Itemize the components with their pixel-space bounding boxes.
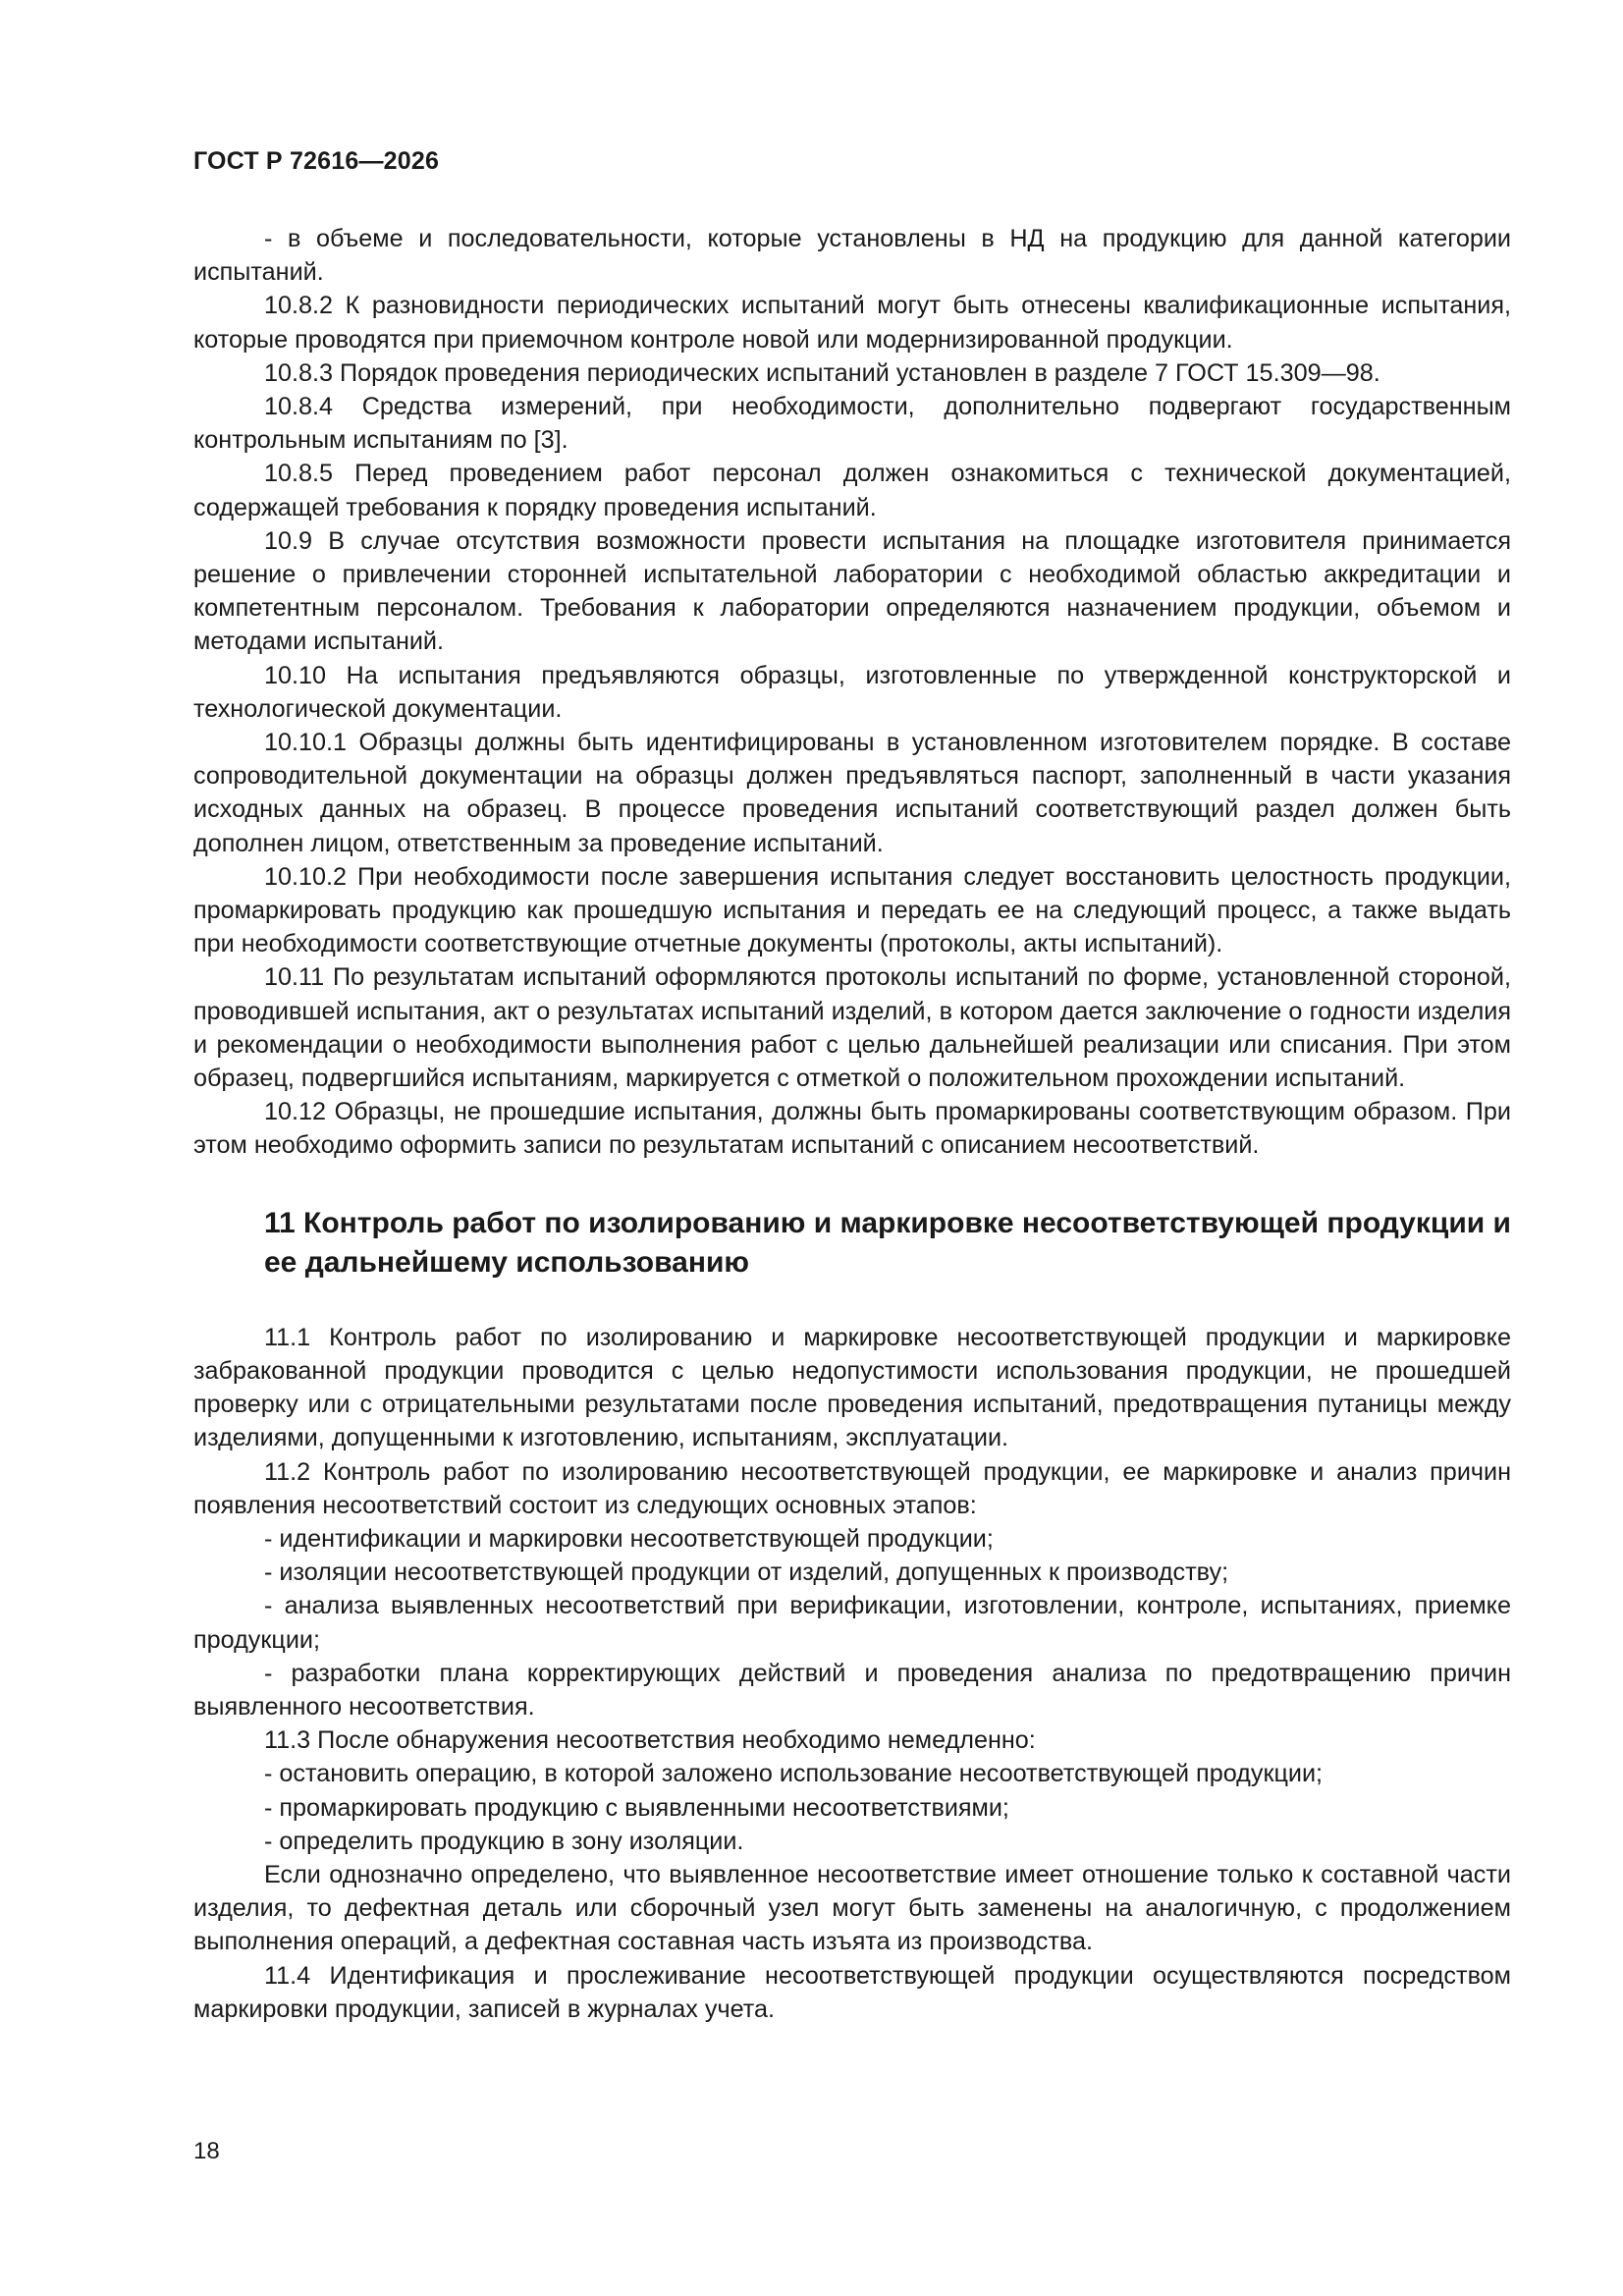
document-code-header: ГОСТ Р 72616—2026 — [193, 147, 440, 175]
list-item: - промаркировать продукцию с выявленными несоответствиями; — [264, 1793, 1009, 1822]
section-title: 11 Контроль работ по изолированию и маркировке несоответствующей продукции и ее дальнейшему использованию — [264, 1206, 1511, 1279]
paragraph: 11.4 Идентификация и прослеживание несоответствующей продукции осуществляются посредством маркировки продукции, записей в журналах учета. — [193, 1961, 1511, 2023]
paragraph: 10.9 В случае отсутствия возможности провести испытания на площадке изготовителя принимается решение о привлечении сторонней испытательной лаборатории с необходимой областью аккредитации и компетентным персоналом. Требования к лаборатории определяются назначением продукции, объемом и методами испытаний. — [193, 526, 1511, 656]
paragraph: 10.8.2 К разновидности периодических испытаний могут быть отнесены квалификационные испытания, которые проводятся при приемочном контроле новой или модернизированной продукции. — [193, 292, 1511, 354]
document-body — [193, 222, 1511, 2026]
list-item: - изоляции несоответствующей продукции от изделий, допущенных к производству; — [264, 1558, 1229, 1587]
paragraph: 10.10 На испытания предъявляются образцы, изготовленные по утвержденной конструкторской и технологической документации. — [193, 661, 1511, 723]
paragraph: 10.8.5 Перед проведением работ персонал должен ознакомиться с технической документацией, содержащей требования к порядку проведения испытаний. — [193, 460, 1511, 521]
paragraph: 10.12 Образцы, не прошедшие испытания, должны быть промаркированы соответствующим образом. При этом необходимо оформить записи по результатам испытаний с описанием несоответствий. — [193, 1098, 1511, 1160]
paragraph: 11.1 Контроль работ по изолированию и маркировке несоответствующей продукции и маркировке забракованной продукции проводится с целью недопустимости использования продукции, не прошедшей проверку или с отрицательными результатами после проведения испытаний, предотвращения путаницы между изделиями, допущенными к изготовлению, испытаниям, эксплуатации. — [193, 1323, 1511, 1452]
paragraph: 11.3 После обнаружения несоответствия необходимо немедленно: — [264, 1726, 1036, 1755]
paragraph: 10.10.2 При необходимости после завершения испытания следует восстановить целостность продукции, промаркировать продукцию как прошедшую испытания и передать ее на следующий процесс, а также выдать при необходимости соответствующие отчетные документы (протоколы, акты испытаний). — [193, 862, 1511, 958]
paragraph: 10.11 По результатам испытаний оформляются протоколы испытаний по форме, установленной стороной, проводившей испытания, акт о результатах испытаний изделий, в котором дается заключение о годности изделия и рекомендации о необходимости выполнения работ с целью дальнейшей реализации или списания. При этом образец, подвергшийся испытаниям, маркируется с отметкой о положительном прохождении испытаний. — [193, 963, 1511, 1093]
list-item: - остановить операцию, в которой заложено использование несоответствующей продукции; — [264, 1760, 1324, 1788]
list-item: - разработки плана корректирующих действий и проведения анализа по предотвращению причин выявленного несоответствия. — [193, 1659, 1511, 1721]
paragraph: 10.10.1 Образцы должны быть идентифицированы в установленном изготовителем порядке. В составе сопроводительной документации на образцы должен предъявляться паспорт, заполненный в части указания исходных данных на образец. В процессе проведения испытаний соответствующий раздел должен быть дополнен лицом, ответственным за проведение испытаний. — [193, 729, 1511, 857]
page-number: 18 — [193, 2138, 220, 2164]
paragraph: 11.2 Контроль работ по изолированию несоответствующей продукции, ее маркировке и анализ причин появления несоответствий состоит из следующих основных этапов: — [193, 1457, 1511, 1519]
paragraph: - в объеме и последовательности, которые установлены в НД на продукцию для данной категории испытаний. — [193, 225, 1511, 287]
list-item: - анализа выявленных несоответствий при верификации, изготовлении, контроле, испытаниях, приемке продукции; — [193, 1592, 1511, 1654]
paragraph: 10.8.3 Порядок проведения периодических испытаний установлен в разделе 7 ГОСТ 15.309—98. — [264, 358, 1380, 387]
paragraph: Если однозначно определено, что выявленное несоответствие имеет отношение только к составной части изделия, то дефектная деталь или сборочный узел могут быть заменены на аналогичную, с продолжением выполнения операций, а дефектная составная часть изъята из производства. — [193, 1860, 1511, 1956]
paragraph: 10.8.4 Средства измерений, при необходимости, дополнительно подвергают государственным контрольным испытаниям по [3]. — [193, 393, 1511, 455]
list-item: - определить продукцию в зону изоляции. — [264, 1827, 744, 1855]
list-item: - идентификации и маркировки несоответствующей продукции; — [264, 1524, 994, 1553]
